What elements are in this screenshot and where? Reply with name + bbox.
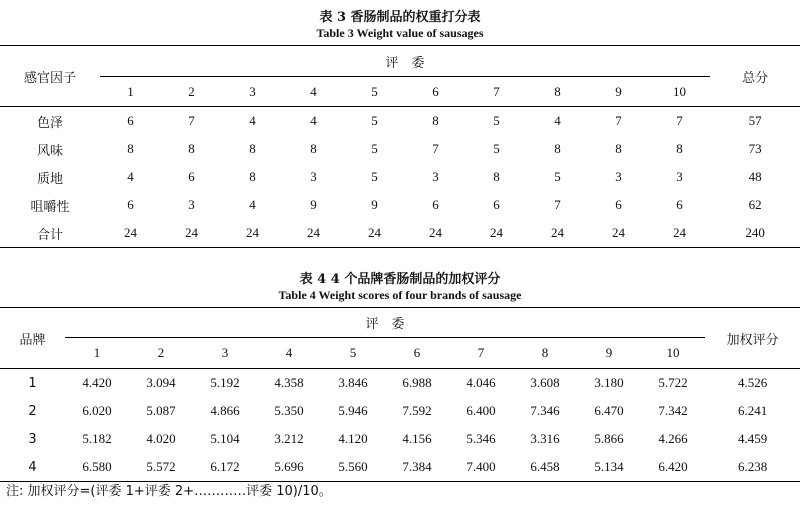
- table-cell: 7: [554, 197, 561, 212]
- table-cell: 6.580: [65, 453, 129, 482]
- column-header-total: 加权评分: [705, 308, 800, 369]
- table-cell: 4.420: [65, 369, 129, 398]
- table-cell: 7.384: [385, 453, 449, 482]
- table-cell: 5.134: [577, 453, 641, 482]
- table-cell: 5.946: [338, 403, 368, 418]
- judge-number-header: 10: [666, 345, 680, 360]
- judge-number-header: 5: [371, 83, 378, 99]
- row-label: 色泽: [0, 107, 100, 136]
- table-cell: 3.212: [274, 431, 304, 446]
- table3: [0, 45, 800, 248]
- table-cell: 5.346: [466, 431, 496, 446]
- row-label: 1: [0, 369, 65, 398]
- table-cell: 9: [310, 197, 317, 212]
- judge-number-header: 2: [157, 345, 165, 360]
- row-total-cell: 57: [710, 107, 800, 136]
- table-cell: 8: [615, 141, 622, 156]
- table-cell: 8: [188, 141, 195, 156]
- table-cell: 5: [493, 141, 500, 156]
- table-cell: 7.346: [530, 403, 560, 418]
- table4-caption-cn: 表 4 4 个品牌香肠制品的加权评分: [299, 272, 501, 287]
- table-row: [0, 163, 800, 191]
- table-cell: 5: [371, 141, 378, 156]
- table-cell: 8: [405, 107, 466, 136]
- table-cell: 24: [649, 219, 710, 248]
- table-cell: 7: [161, 107, 222, 136]
- header-row: [0, 46, 800, 77]
- table-cell: 6.458: [513, 453, 577, 482]
- table-cell: 7: [432, 141, 439, 156]
- table-cell: 5.696: [257, 453, 321, 482]
- table-cell: 6.172: [193, 453, 257, 482]
- table-row: [0, 369, 800, 398]
- column-header-factor: 感官因子: [0, 46, 100, 107]
- judge-number-header: 4: [310, 83, 317, 99]
- column-group-header-judges: 评 委: [65, 308, 705, 338]
- table-cell: 5.350: [274, 403, 304, 418]
- table-cell: 4.020: [146, 431, 176, 446]
- table-cell: 6.988: [385, 369, 449, 398]
- table-cell: 6: [127, 197, 134, 212]
- table-cell: 5: [371, 169, 378, 184]
- table-cell: 8: [493, 169, 500, 184]
- table-cell: 6: [615, 197, 622, 212]
- table-cell: 4.156: [402, 431, 432, 446]
- table-cell: 6.400: [466, 403, 496, 418]
- table-cell: 24: [527, 219, 588, 248]
- table-cell: 5.722: [641, 369, 705, 398]
- row-label: 合计: [0, 219, 100, 248]
- table-cell: 3: [615, 169, 622, 184]
- table-cell: 4.120: [338, 431, 368, 446]
- judge-number-header: 7: [493, 83, 500, 99]
- table-cell: 4: [249, 197, 256, 212]
- table-cell: 4.358: [257, 369, 321, 398]
- table-cell: 5.560: [321, 453, 385, 482]
- table-cell: 3.846: [321, 369, 385, 398]
- table-cell: 3.094: [129, 369, 193, 398]
- table-cell: 6.470: [594, 403, 624, 418]
- column-header-factor: 品牌: [0, 308, 65, 369]
- table-cell: 8: [249, 169, 256, 184]
- table-cell: 8: [676, 141, 683, 156]
- table4: [0, 307, 800, 482]
- table-cell: 4: [283, 107, 344, 136]
- row-label: 质地: [36, 171, 63, 187]
- table-row: [0, 219, 800, 248]
- table3-caption-cn: 表 3 香肠制品的权重打分表: [319, 10, 481, 25]
- table-cell: 6: [188, 169, 195, 184]
- column-group-header-judges: 评 委: [100, 46, 710, 77]
- judge-number-header: 9: [605, 345, 613, 360]
- table-cell: 5.087: [146, 403, 176, 418]
- column-header-total: 总分: [710, 46, 800, 107]
- table-cell: 8: [554, 141, 561, 156]
- row-total-cell: 6.241: [737, 403, 768, 418]
- table-cell: 4.866: [210, 403, 240, 418]
- row-total-cell: 6.238: [705, 453, 800, 482]
- table-cell: 3: [188, 197, 195, 212]
- table-cell: 6: [493, 197, 500, 212]
- table-cell: 6.020: [82, 403, 112, 418]
- table-cell: 5: [344, 107, 405, 136]
- table-cell: 3.608: [513, 369, 577, 398]
- table-cell: 24: [344, 219, 405, 248]
- table-row: [0, 453, 800, 482]
- judge-number-header: 2: [188, 83, 195, 99]
- table-cell: 7.592: [402, 403, 432, 418]
- table-cell: 3: [432, 169, 439, 184]
- table-cell: 9: [371, 197, 378, 212]
- table-cell: 5.192: [193, 369, 257, 398]
- table-cell: 6.420: [641, 453, 705, 482]
- table-cell: 4: [127, 169, 134, 184]
- row-total-cell: 48: [748, 169, 762, 184]
- table-cell: 24: [100, 219, 161, 248]
- table-cell: 7: [588, 107, 649, 136]
- judge-number-header: 4: [285, 345, 293, 360]
- row-total-cell: 4.526: [705, 369, 800, 398]
- table-cell: 5.104: [210, 431, 240, 446]
- row-total-cell: 62: [748, 197, 762, 212]
- table-cell: 8: [249, 141, 256, 156]
- table3-caption-en: Table 3 Weight value of sausages: [316, 26, 484, 40]
- table-cell: 5: [554, 169, 561, 184]
- table-cell: 8: [310, 141, 317, 156]
- table-note: 注: 加权评分=(评委 1+评委 2+…………评委 10)/10。: [6, 484, 332, 499]
- row-label: 3: [28, 431, 37, 447]
- table-cell: 4: [527, 107, 588, 136]
- judge-number-header: 3: [221, 345, 229, 360]
- table-cell: 24: [222, 219, 283, 248]
- judge-number-header: 9: [615, 83, 622, 99]
- table-cell: 3.316: [530, 431, 560, 446]
- row-total-cell: 4.459: [737, 431, 768, 446]
- judge-number-header: 5: [349, 345, 357, 360]
- table-cell: 7.400: [449, 453, 513, 482]
- table-cell: 4: [222, 107, 283, 136]
- table-cell: 24: [161, 219, 222, 248]
- judge-number-header: 1: [93, 345, 101, 360]
- judge-number-header: 8: [541, 345, 549, 360]
- row-label: 风味: [36, 143, 63, 159]
- judge-number-header: 3: [249, 83, 256, 99]
- judge-number-header: 1: [127, 83, 134, 99]
- table-row: [0, 135, 800, 163]
- table-cell: 24: [588, 219, 649, 248]
- row-total-cell: 73: [748, 141, 762, 156]
- table-cell: 7: [649, 107, 710, 136]
- table-cell: 4.046: [449, 369, 513, 398]
- table4-caption-en: Table 4 Weight scores of four brands of sausage: [278, 288, 522, 302]
- table-cell: 24: [405, 219, 466, 248]
- judge-number-header: 8: [554, 83, 561, 99]
- table-cell: 8: [127, 141, 134, 156]
- table-cell: 6: [100, 107, 161, 136]
- row-total-cell: 240: [710, 219, 800, 248]
- table-cell: 3: [676, 169, 683, 184]
- table-row: [0, 425, 800, 453]
- judge-number-header: 6: [413, 345, 421, 360]
- table-cell: 6: [432, 197, 439, 212]
- table-cell: 7.342: [658, 403, 688, 418]
- header-row: [0, 308, 800, 338]
- table-cell: 4.266: [658, 431, 688, 446]
- judge-number-row: [0, 77, 800, 107]
- table-row: [0, 397, 800, 425]
- table-cell: 5.572: [129, 453, 193, 482]
- judge-number-header: 7: [477, 345, 485, 360]
- judge-number-row: [0, 338, 800, 369]
- judge-number-header: 10: [673, 83, 687, 99]
- table-cell: 5.866: [594, 431, 624, 446]
- table-cell: 3: [310, 169, 317, 184]
- table-cell: 24: [466, 219, 527, 248]
- row-label: 2: [28, 403, 37, 419]
- table-cell: 5: [466, 107, 527, 136]
- judge-number-header: 6: [432, 83, 439, 99]
- row-label: 4: [0, 453, 65, 482]
- table-cell: 6: [676, 197, 683, 212]
- table-row: [0, 107, 800, 136]
- table-cell: 3.180: [577, 369, 641, 398]
- table-cell: 5.182: [82, 431, 112, 446]
- table-row: [0, 191, 800, 219]
- table-cell: 24: [283, 219, 344, 248]
- row-label: 咀嚼性: [30, 199, 70, 215]
